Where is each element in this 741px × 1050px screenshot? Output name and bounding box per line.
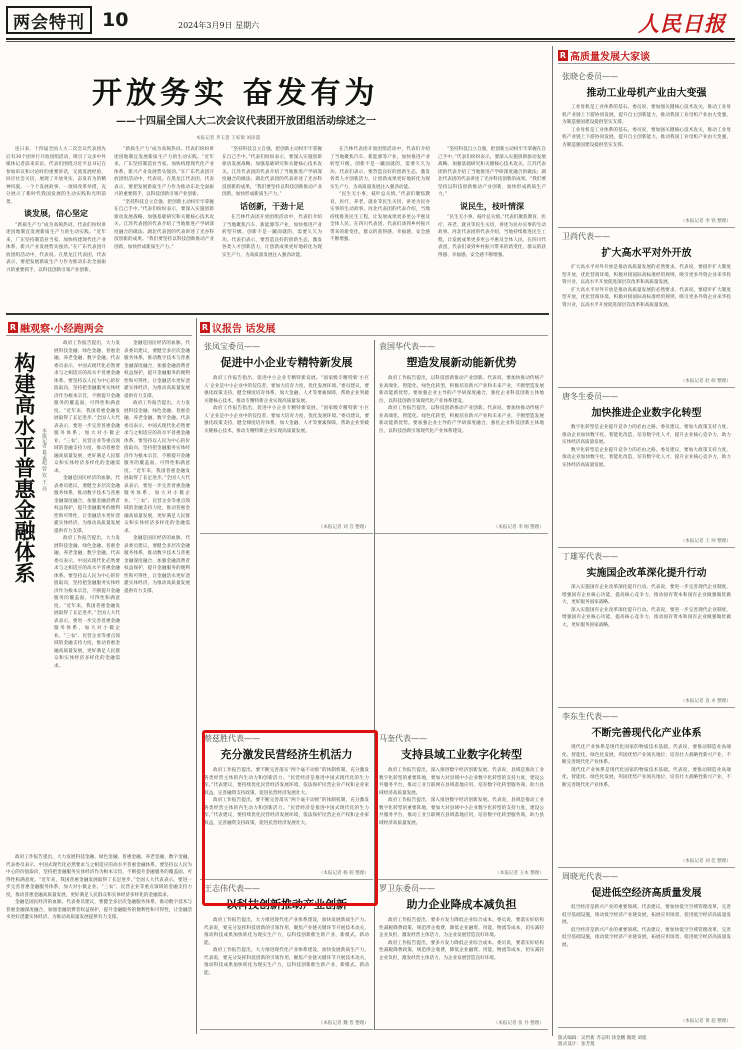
report-cell: [200, 730, 373, 880]
article-body: [204, 375, 369, 525]
article-paragraph: 政府工作报告指出，促进中小企业专精特新发展。“国家级专精特新‘小巨人’企业是中小企业中的佼佼者，要加大培育力度，优化发展环境。”委员建议，要强化政策支持，健全梯度培育体系，加大金融、人才等要素保障，帮助企业突破关键核心技术，推动专精特新企业实现高质量发展。: [204, 376, 369, 404]
brief-article: [558, 68, 735, 228]
article-kicker: 王志伟代表——: [204, 884, 260, 893]
finance-vertical-title: 构建高水平普惠金融体系: [12, 352, 36, 583]
tag-marker-icon: R: [201, 323, 209, 332]
article-title: 加快推进企业数字化转型: [591, 408, 702, 419]
article-title: 支持县域工业数字化转型: [401, 748, 522, 761]
main-right-divider: [552, 46, 553, 1036]
report-cell: [200, 880, 373, 1030]
article-paragraph: 现代化产业体系是现代化国家的物质技术基础。代表说，要推动制造业高端化、智能化、绿色化发展，巩固优势产业领先地位，培育壮大战略性新兴产业，不断完善现代化产业体系。: [562, 767, 731, 788]
section-name-box: [6, 6, 92, 34]
article-paragraph: 数字化转型是企业提升竞争力的必由之路。委员建议，要加大政策支持力度，推动企业加快数字化、智能化改造，培育数字化人才，提升企业核心竞争力，助力实体经济高质量发展。: [562, 425, 731, 445]
page-number: 10: [102, 9, 129, 31]
lead-subhead-2: 话创新，干劲十足: [240, 201, 304, 211]
brief-article: [375, 730, 548, 880]
lead-headline: 开放务实 奋发有为: [92, 76, 379, 111]
lead-col-3: [222, 146, 322, 308]
article-body: [562, 104, 731, 218]
right-section-tag: [558, 48, 650, 63]
lead-body-4b: 在吉林代表团开放团组活动中，代表们介绍了当地聚焦汽车、新能源等产业，加快推进产业转型升级。创新不是一蹴而就的，需要久久为功。代表们表示，要营造良好的创新生态，激发各类人才创新活力，让创新成果更好地转化为现实生产力，为高质量发展注入强劲动能。: [330, 147, 430, 190]
footer-design: 版式设计：张芳蔓: [558, 1042, 595, 1047]
article-title: 不断完善现代化产业体系: [591, 728, 702, 739]
article-kicker: 周晓光代表——: [562, 872, 618, 881]
brief-article: [558, 228, 735, 388]
finance-body-2: 金融是国民经济的血脉。代表委员建议，要健全多层次金融服务体系，推动数字技术与普惠金融深度融合，加强金融消费者权益保护，提升金融服务的便利性和可得性，让金融活水更好浇灌实体经济，为推动高质量发展提供有力支撑。: [54, 476, 120, 534]
article-body: [204, 917, 369, 1021]
article-byline: （本报记者 刘 佳 整理）: [680, 859, 731, 864]
article-paragraph: 工业母机是工业体系的基石。委员说，要加强关键核心技术攻关，推动工业母机产业链上下游协同发展，提升自主创新能力，推动我国工业母机产业由大变强，为制造强国建设提供坚实支撑。: [562, 105, 731, 125]
lead-body-3a: “坚持科技自立自强，把创新主动权牢牢掌握在自己手中。”代表们纷纷表示，要深入实施创新驱动发展战略，加强基础研究和关键核心技术攻关。江苏代表团的代表介绍了当地推进产学研深度融合的做法；湖北代表团的代表讲述了光谷科技创新的成果。“我们要坚持以科技创新推动产业创新，加快形成新质生产力。”: [114, 199, 214, 250]
brief-article: [200, 730, 373, 880]
article-paragraph: 工业母机是工业体系的基石。委员说，要加强关键核心技术攻关，推动工业母机产业链上下游协同发展，提升自主创新能力，推动我国工业母机产业由大变强，为制造强国建设提供坚实支撑。: [562, 127, 731, 148]
lead-col-1: [6, 146, 106, 308]
article-body: [379, 917, 544, 1021]
finance-body-bottom: [6, 854, 192, 1032]
article-body: [379, 375, 544, 525]
article-kicker: 卫尚代表——: [562, 232, 610, 241]
article-body: [204, 767, 369, 880]
page-header: [6, 6, 735, 38]
right-articles: [558, 68, 735, 1028]
article-byline: （本报记者 王本 整理）: [495, 871, 544, 876]
right-section-label: 高质量发展大家谈: [570, 52, 650, 63]
section-name: 两会特刊: [13, 12, 85, 33]
lead-body-1: 连日来，十四届全国人大二次会议代表团先后有30个团举行开放团组活动，吸引了众多中外媒体记者前来采访。代表们围绕习近平总书记在参加审议和讨论时的重要讲话，交流发展经验，回应社会关切，展现了开放务实、奋发有为的精神风貌。一个个发展故事、一项项改革举措，充分展示了新时代我国发展的生动实践和光明前景。: [6, 147, 106, 205]
finance-vertical-byline: 本报记者 葛孟超 曾 钦 王 亮: [41, 428, 47, 491]
article-paragraph: 政府工作报告提出，深入推进数字经济创新发展。代表说，县域是推动工业数字化转型的重要阵地，要加大对县域中小企业数字化转型的支持力度，建设公共服务平台，推动工业互联网在县域落地应用，培育数字化转型服务商，助力县域经济高质量发展。: [379, 768, 544, 796]
lead-body-5a: “民生无小事，枝叶总关情。”代表们聚焦教育、医疗、养老、就业等民生关切，讲述为民办实事的生动故事。河北代表团的代表介绍，当地持续推进民生工程，让发展成果更多更公平惠及全体人民。在四川代表团，代表们谈到乡村振兴带来的新变化，群众的获得感、幸福感、安全感不断增强。: [330, 192, 430, 242]
article-byline: （本报记者 王 珂 整理）: [680, 539, 731, 544]
article-paragraph: 低空经济是新兴产业的重要领域。代表建议，要加快低空空域管理改革，完善低空基础设施，推动低空经济产业链发展，拓展应用场景，促进低空经济高质量发展。: [562, 905, 731, 925]
article-kicker: 蔡兹胜代表——: [204, 734, 260, 743]
finance-body-8: 金融是国民经济的血脉。代表委员建议，要健全多层次金融服务体系，推动数字技术与普惠金融深度融合，加强金融消费者权益保护，提升金融服务的便利性和可得性，让金融活水更好浇灌实体经济，为推动高质量发展提供有力支撑。: [6, 900, 192, 920]
lead-subhead-3: 说民生，枝叶情深: [460, 201, 524, 211]
article-byline: （本报记者 袁 卓 整理）: [680, 699, 731, 704]
finance-body-4: 金融是国民经济的血脉。代表委员建议，要健全多层次金融服务体系，推动数字技术与普惠金融深度融合，加强金融消费者权益保护，提升金融服务的便利性和可得性，让金融活水更好浇灌实体经济，为推动高质量发展提供有力支撑。: [124, 341, 190, 399]
brief-article: [375, 880, 548, 1030]
finance-body-col-a: [54, 340, 120, 850]
footer-credits: [558, 1036, 735, 1048]
issue-date: 2024年3月9日 星期六: [178, 21, 260, 30]
article-paragraph: 政府工作报告提出，大力推进现代化产业体系建设，加快发展新质生产力。代表说，要充分发挥科技创新的引领作用，聚焦产业链关键环节开展技术攻关，推动科技成果加快转化为现实生产力，以科技创新催生新产业、新模式、新动能。: [204, 918, 369, 946]
report-cell: [375, 338, 548, 534]
right-tag-rule: [558, 63, 735, 64]
finance-body-3: 政府工作报告提出，大力发展科技金融、绿色金融、普惠金融、养老金融、数字金融。代表委员表示，中国式现代化必然要求与之相适应的高水平普惠金融体系。要坚持以人民为中心的价值取向，坚持把金融服务实体经济作为根本宗旨，不断提升金融服务的覆盖面、可得性和满意度。“近年来，我国普惠金融发展取得了长足进步。”全国人大代表表示，要进一步完善普惠金融服务体系，加大对小微企业、“三农”、民营企业等重点领域的金融支持力度，推动普惠金融高质量发展，更好满足人民群众和实体经济多样化的金融需求。: [54, 536, 120, 669]
brief-article: [558, 388, 735, 548]
article-title: 助力企业降成本减负担: [406, 898, 517, 911]
lead-body-2: “新质生产力”成为高频热词。代表们纷纷讲述因地制宜发展新质生产力的生动实践。“近年来，广东坚持制造业当家，加快构建现代化产业体系，新兴产业发展势头强劲。”在广东代表团开放团组活动中，代表说。在黑龙江代表团，代表表示，要把发展新质生产力作为推动东北全面振兴的重要抓手，以科技创新引领产业创新。: [6, 222, 106, 273]
article-paragraph: 深入实施国有企业改革深化提升行动。代表说，要进一步完善现代企业制度，增强国有企业核心功能，提高核心竞争力，推动国有资本和国有企业做强做优做大，更好服务国家战略。: [562, 607, 731, 628]
brief-article: [558, 708, 735, 868]
article-paragraph: 政府工作报告提出，以科技创新推动产业创新。代表说，要加快推动传统产业高端化、智能化、绿色化转型，积极培育新兴产业和未来产业，不断塑造发展新动能新优势。要加强企业主导的产学研深度融合，强化企业科技创新主体地位，以科技创新引领现代化产业体系建设。: [379, 376, 544, 404]
article-paragraph: 政府工作报告提出，要不断完善落实“两个毫不动摇”的体制机制，充分激发各类经营主体的内生动力和创新活力。“民营经济是推进中国式现代化的生力军。”代表建议，要持续优化民营经济发展环境，依法保护民营企业产权和企业家权益，完善融资支持政策，促进民营经济发展壮大。: [204, 798, 369, 826]
article-paragraph: 数字化转型是企业提升竞争力的必由之路。委员建议，要加大政策支持力度，推动企业加快数字化、智能化改造，培育数字化人才，提升企业核心竞争力，助力实体经济高质量发展。: [562, 447, 731, 468]
finance-body-6: 金融是国民经济的血脉。代表委员建议，要健全多层次金融服务体系，推动数字技术与普惠金融深度融合，加强金融消费者权益保护，提升金融服务的便利性和可得性，让金融活水更好浇灌实体经济，为推动高质量发展提供有力支撑。: [124, 536, 190, 594]
article-paragraph: 政府工作报告提出，深入推进数字经济创新发展。代表说，县域是推动工业数字化转型的重要阵地，要加大对县域中小企业数字化转型的支持力度，建设公共服务平台，推动工业互联网在县域落地应用，培育数字化转型服务商，助力县域经济高质量发展。: [379, 798, 544, 826]
lead-col-4: [330, 146, 430, 308]
article-title: 以科技创新推动产业创新: [226, 898, 347, 911]
header-rule: [6, 38, 735, 40]
brief-article: [200, 338, 373, 534]
report-cell: [200, 338, 373, 534]
article-title: 充分激发民营经济生机活力: [220, 748, 353, 761]
article-paragraph: 扩大高水平对外开放是推动高质量发展的必然要求。代表说，要稳步扩大制度型开放，优化营商环境，积极对接国际高标准经贸规则，吸引更多外资企业来华投资兴业，以高水平开放促进深层次改革和高质量发展。: [562, 265, 731, 285]
lead-body-5c: “民生无小事，枝叶总关情。”代表们聚焦教育、医疗、养老、就业等民生关切，讲述为民办实事的生动故事。河北代表团的代表介绍，当地持续推进民生工程，让发展成果更多更公平惠及全体人民。在四川代表团，代表们谈到乡村振兴带来的新变化，群众的获得感、幸福感、安全感不断增强。: [438, 215, 546, 258]
brief-article: [200, 880, 373, 1030]
article-title: 塑造发展新动能新优势: [406, 356, 517, 369]
brief-article: [558, 868, 735, 1028]
lead-body-2b: “新质生产力”成为高频热词。代表们纷纷讲述因地制宜发展新质生产力的生动实践。“近年来，广东坚持制造业当家，加快构建现代化产业体系，新兴产业发展势头强劲。”在广东代表团开放团组活动中，代表说。在黑龙江代表团，代表表示，要把发展新质生产力作为推动东北全面振兴的重要抓手，以科技创新引领产业创新。: [114, 147, 214, 197]
lead-article: [6, 46, 547, 310]
article-byline: （本报记者 杨 萌 整理）: [318, 871, 369, 876]
article-body: [562, 264, 731, 378]
finance-body-7: 政府工作报告提出，大力发展科技金融、绿色金融、普惠金融、养老金融、数字金融。代表委员表示，中国式现代化必然要求与之相适应的高水平普惠金融体系。要坚持以人民为中心的价值取向，坚持把金融服务实体经济作为根本宗旨，不断提升金融服务的覆盖面、可得性和满意度。“近年来，我国普惠金融发展取得了长足进步。”全国人大代表表示，要进一步完善普惠金融服务体系，加大对小微企业、“三农”、民营企业等重点领域的金融支持力度，推动普惠金融高质量发展，更好满足人民群众和实体经济多样化的金融需求。: [6, 855, 192, 898]
article-paragraph: 低空经济是新兴产业的重要领域。代表建议，要加快低空空域管理改革，完善低空基础设施，推动低空经济产业链发展，拓展应用场景，促进低空经济高质量发展。: [562, 927, 731, 948]
article-title: 促进低空经济高质量发展: [591, 888, 702, 899]
article-body: [379, 767, 544, 880]
masthead-logo: 人民日报: [638, 11, 726, 36]
report-section-tag: [200, 320, 275, 335]
report-tag-rule: [200, 335, 548, 336]
lead-byline: 本报记者 齐玉瓷 王家瑞 刘泽漠: [196, 136, 261, 141]
tag-marker-icon: R: [9, 323, 17, 332]
article-kicker: 张凤宝委员——: [204, 342, 260, 351]
article-paragraph: 政府工作报告提出，要多方发力降低企业综合成本。委员说，要落实好结构性减税降费政策，规范涉企收费，降低企业融资、用能、物流等成本，切实减轻企业负担，激发经营主体活力，为企业发展营造良好环境。: [379, 940, 544, 961]
left-column: [6, 318, 192, 1034]
article-title: 实施国企改革深化提升行动: [586, 568, 707, 579]
lead-body-3b: “坚持科技自立自强，把创新主动权牢牢掌握在自己手中。”代表们纷纷表示，要深入实施创新驱动发展战略，加强基础研究和关键核心技术攻关。江苏代表团的代表介绍了当地推进产学研深度融合的做法；湖北代表团的代表讲述了光谷科技创新的成果。“我们要坚持以科技创新推动产业创新，加快形成新质生产力。”: [222, 147, 322, 197]
article-kicker: 袁国华代表——: [379, 342, 435, 351]
report-grid: [200, 338, 548, 1032]
right-column: [558, 48, 735, 1032]
left-middle-divider: [196, 318, 197, 1034]
article-kicker: 罗卫东委员——: [379, 884, 435, 893]
article-body: [562, 744, 731, 858]
article-paragraph: 政府工作报告指出，促进中小企业专精特新发展。“国家级专精特新‘小巨人’企业是中小企业中的佼佼者，要加大培育力度，优化发展环境。”委员建议，要强化政策支持，健全梯度培育体系，加大金融、人才等要素保障，帮助企业突破关键核心技术，推动专精特新企业实现高质量发展。: [204, 406, 369, 434]
article-byline: （本报记者 李 刚 整理）: [493, 525, 544, 530]
left-section-tag: [8, 320, 104, 335]
article-paragraph: 政府工作报告提出，大力推进现代化产业体系建设，加快发展新质生产力。代表说，要充分发挥科技创新的引领作用，聚焦产业链关键环节开展技术攻关，推动科技成果加快转化为现实生产力，以科技创新催生新产业、新模式、新动能。: [204, 948, 369, 976]
article-byline: （本报记者 魏 晋 整理）: [318, 1021, 369, 1026]
lower-section-rule: [6, 313, 549, 315]
report-section-label: 议报告 话发展: [212, 324, 276, 335]
article-kicker: 马奎代表——: [379, 734, 427, 743]
article-paragraph: 扩大高水平对外开放是推动高质量发展的必然要求。代表说，要稳步扩大制度型开放，优化营商环境，积极对接国际高标准经贸规则，吸引更多外资企业来华投资兴业，以高水平开放促进深层次改革和高质量发展。: [562, 287, 731, 308]
article-paragraph: 政府工作报告提出，以科技创新推动产业创新。代表说，要加快推动传统产业高端化、智能化、绿色化转型，积极培育新兴产业和未来产业，不断塑造发展新动能新优势。要加强企业主导的产学研深度融合，强化企业科技创新主体地位，以科技创新引领现代化产业体系建设。: [379, 406, 544, 434]
lead-body-5b: “坚持科技自立自强，把创新主动权牢牢掌握在自己手中。”代表们纷纷表示，要深入实施创新驱动发展战略，加强基础研究和关键核心技术攻关。江苏代表团的代表介绍了当地推进产学研深度融合的做法；湖北代表团的代表讲述了光谷科技创新的成果。“我们要坚持以科技创新推动产业创新，加快形成新质生产力。”: [438, 147, 546, 197]
article-title: 推动工业母机产业由大变强: [586, 88, 707, 99]
article-body: [562, 904, 731, 1018]
article-byline: （本报记者 赵 萌 整理）: [680, 379, 731, 384]
article-title: 促进中小企业专精特新发展: [220, 356, 353, 369]
article-byline: （本报记者 李 铁 整理）: [680, 219, 731, 224]
header-rule-thin: [6, 41, 735, 42]
article-kicker: 李东生代表——: [562, 712, 618, 721]
report-cell: [375, 880, 548, 1030]
article-paragraph: 政府工作报告提出，要不断完善落实“两个毫不动摇”的体制机制，充分激发各类经营主体的内生动力和创新活力。“民营经济是推进中国式现代化的生力军。”代表建议，要持续优化民营经济发展环境，依法保护民营企业产权和企业家权益，完善融资支持政策，促进民营经济发展壮大。: [204, 768, 369, 796]
article-body: [562, 424, 731, 538]
tag-marker-icon: R: [559, 51, 567, 60]
finance-body-5: 政府工作报告提出，大力发展科技金融、绿色金融、普惠金融、养老金融、数字金融。代表委员表示，中国式现代化必然要求与之相适应的高水平普惠金融体系。要坚持以人民为中心的价值取向，坚持把金融服务实体经济作为根本宗旨，不断提升金融服务的覆盖面、可得性和满意度。“近年来，我国普惠金融发展取得了长足进步。”全国人大代表表示，要进一步完善普惠金融服务体系，加大对小微企业、“三农”、民营企业等重点领域的金融支持力度，推动普惠金融高质量发展，更好满足人民群众和实体经济多样化的金融需求。: [124, 401, 190, 534]
brief-article: [558, 548, 735, 708]
finance-body-col-b: [124, 340, 190, 850]
footer-editors: 版式编辑：吴哲新 齐志明 徐金鹏 熊建 刘冕: [558, 1036, 647, 1041]
article-byline: （本报记者 张 丹 整理）: [493, 1021, 544, 1026]
article-kicker: 张晓仑委员——: [562, 72, 618, 81]
article-kicker: 丁雄军代表——: [562, 552, 618, 561]
article-paragraph: 现代化产业体系是现代化国家的物质技术基础。代表说，要推动制造业高端化、智能化、绿色化发展，巩固优势产业领先地位，培育壮大战略性新兴产业，不断完善现代化产业体系。: [562, 745, 731, 765]
report-cell: [375, 730, 548, 880]
article-body: [562, 584, 731, 698]
report-section: [200, 318, 548, 1034]
article-byline: （本报记者 刘 音 整理）: [318, 525, 369, 530]
lead-subheadline: ——十四届全国人大二次会议代表团开放团组活动综述之一: [116, 116, 376, 127]
lead-col-5: [438, 146, 546, 308]
lead-subhead-1: 谈发展，信心坚定: [24, 209, 88, 218]
lead-body-4a: 在吉林代表团开放团组活动中，代表们介绍了当地聚焦汽车、新能源等产业，加快推进产业转型升级。创新不是一蹴而就的，需要久久为功。代表们表示，要营造良好的创新生态，激发各类人才创新活力，让创新成果更好地转化为现实生产力，为高质量发展注入强劲动能。: [222, 215, 322, 258]
article-paragraph: 政府工作报告提出，要多方发力降低企业综合成本。委员说，要落实好结构性减税降费政策，规范涉企收费，降低企业融资、用能、物流等成本，切实减轻企业负担，激发经营主体活力，为企业发展营造良好环境。: [379, 918, 544, 938]
article-kicker: 唐冬生委员——: [562, 392, 618, 401]
left-tag-rule: [6, 335, 192, 336]
lead-col-2: [114, 146, 214, 308]
lead-columns: [6, 146, 547, 308]
article-title: 扩大高水平对外开放: [601, 248, 692, 259]
article-paragraph: 深入实施国有企业改革深化提升行动。代表说，要进一步完善现代企业制度，增强国有企业核心功能，提高核心竞争力，推动国有资本和国有企业做强做优做大，更好服务国家战略。: [562, 585, 731, 605]
left-section-label: 融观察·小经跑两会: [20, 324, 104, 335]
brief-article: [375, 338, 548, 534]
finance-body: 政府工作报告提出，大力发展科技金融、绿色金融、普惠金融、养老金融、数字金融。代表委员表示，中国式现代化必然要求与之相适应的高水平普惠金融体系。要坚持以人民为中心的价值取向，坚持把金融服务实体经济作为根本宗旨，不断提升金融服务的覆盖面、可得性和满意度。“近年来，我国普惠金融发展取得了长足进步。”全国人大代表表示，要进一步完善普惠金融服务体系，加大对小微企业、“三农”、民营企业等重点领域的金融支持力度，推动普惠金融高质量发展，更好满足人民群众和实体经济多样化的金融需求。: [54, 341, 120, 474]
article-byline: （本报记者 黄 超 整理）: [680, 1019, 731, 1024]
